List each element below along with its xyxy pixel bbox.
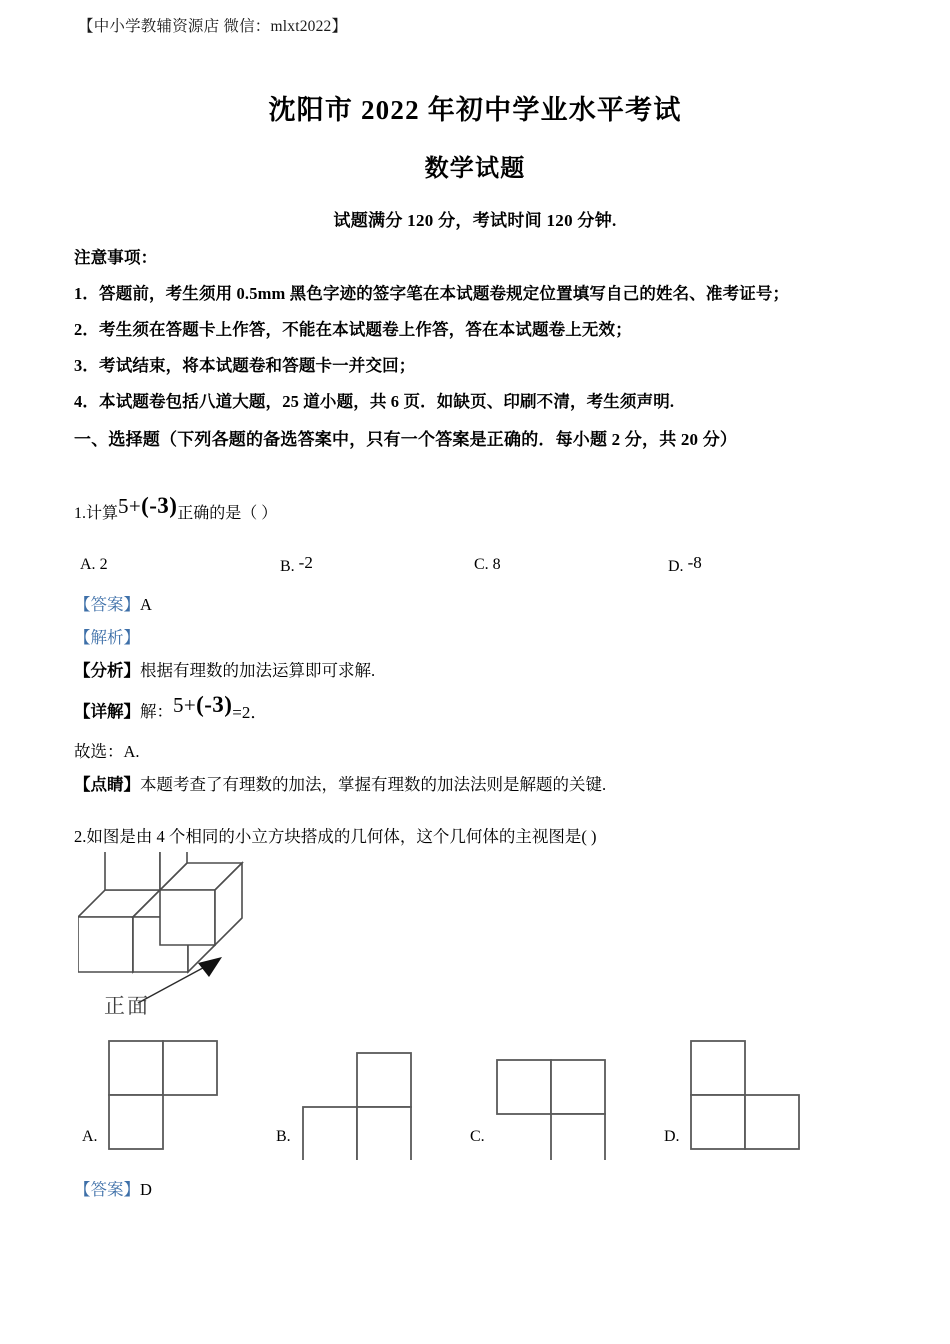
xiangjie-result: =2． — [232, 703, 268, 722]
dianjing-text: 本题考查了有理数的加法，掌握有理数的加法法则是解题的关键. — [140, 775, 607, 794]
option-a-key: A. — [80, 556, 96, 573]
answer-value: A — [140, 595, 152, 614]
notice-block — [74, 240, 894, 460]
page-title: 沈阳市 2022 年初中学业水平考试 — [268, 95, 682, 125]
question-2-stem-text: 如图是由 4 个相同的小立方块搭成的几何体，这个几何体的主视图是( ) — [86, 827, 597, 846]
option-figure-d-label: D. — [664, 1128, 680, 1145]
answer-label: 【答案】 — [74, 595, 140, 614]
option-c-key: C. — [474, 556, 489, 573]
question-1-answer-line — [74, 588, 904, 621]
question-1-solution — [74, 588, 904, 801]
option-b-value: -2 — [298, 553, 313, 572]
option-c-value: 8 — [492, 556, 501, 573]
subject-title: 数学试题 — [424, 156, 526, 182]
xiangjie-expression: 5+(-3) — [173, 692, 233, 717]
option-c[interactable] — [474, 556, 501, 574]
question-1-guxuan: 故选：A. — [74, 742, 140, 761]
option-figure-a-label: A. — [82, 1128, 98, 1145]
option-d-value: -8 — [687, 553, 702, 572]
option-b[interactable] — [280, 553, 313, 576]
notice-item-2: 2．考生须在答题卡上作答，不能在本试题卷上作答，答在本试题卷上无效； — [74, 320, 632, 339]
question-2-answer-line — [74, 1176, 152, 1200]
option-c-shape-icon — [496, 1040, 616, 1160]
question-1-options — [74, 553, 904, 580]
option-d[interactable] — [668, 553, 702, 576]
question-1-fenxi — [74, 654, 904, 687]
question-1-number: 1. — [74, 505, 86, 522]
question-2-answer-value: D — [140, 1180, 152, 1199]
xiangjie-label: 【详解】 — [74, 702, 140, 721]
score-time-line: 试题满分 120 分，考试时间 120 分钟. — [333, 211, 617, 230]
section-one-heading: 一、选择题（下列各题的备选答案中，只有一个答案是正确的．每小题 2 分，共 20 分） — [74, 430, 738, 449]
question-2-answer-label: 【答案】 — [74, 1180, 140, 1199]
question-1-expression: 5+(-3) — [118, 493, 178, 518]
question-1-stem-before: 计算 — [86, 505, 119, 522]
option-figure-b-label: B. — [276, 1128, 291, 1145]
fenxi-text: 根据有理数的加法运算即可求解. — [140, 661, 376, 680]
fenxi-label: 【分析】 — [74, 661, 140, 680]
notice-item-1: 1．答题前，考生须用 0.5mm 黑色字迹的签字笔在本试题卷规定位置填写自己的姓名、准考证号； — [74, 284, 790, 303]
front-face-label: 正面 — [104, 994, 150, 1018]
notice-item-4: 4．本试题卷包括八道大题，25 道小题，共 6 页．如缺页、印刷不清，考生须声明. — [74, 392, 675, 411]
option-a-shape-icon — [108, 1040, 228, 1160]
option-a-value: 2 — [99, 556, 108, 573]
option-d-shape-icon — [690, 1040, 810, 1160]
notice-heading: 注意事项： — [74, 248, 158, 267]
option-d-key: D. — [668, 558, 684, 575]
question-2-stem — [74, 822, 904, 852]
option-b-shape-icon — [302, 1040, 422, 1160]
question-1-dianjing — [74, 768, 904, 801]
option-figure-c-label: C. — [470, 1128, 485, 1145]
option-b-key: B. — [280, 558, 295, 575]
question-2-option-figures — [74, 1040, 904, 1180]
option-a[interactable] — [80, 556, 108, 574]
question-1-stem-after: 正确的是（ ） — [177, 505, 278, 522]
notice-item-3: 3．考试结束，将本试题卷和答题卡一并交回； — [74, 356, 416, 375]
shop-watermark-line: 【中小学教辅资源店 微信：mlxt2022】 — [78, 18, 348, 35]
question-1-stem — [74, 493, 904, 525]
question-1-xiangjie — [74, 687, 904, 735]
xiangjie-lead: 解： — [140, 702, 173, 721]
analysis-label: 【解析】 — [74, 628, 140, 647]
dianjing-label: 【点睛】 — [74, 775, 140, 794]
question-2-number: 2. — [74, 827, 87, 846]
